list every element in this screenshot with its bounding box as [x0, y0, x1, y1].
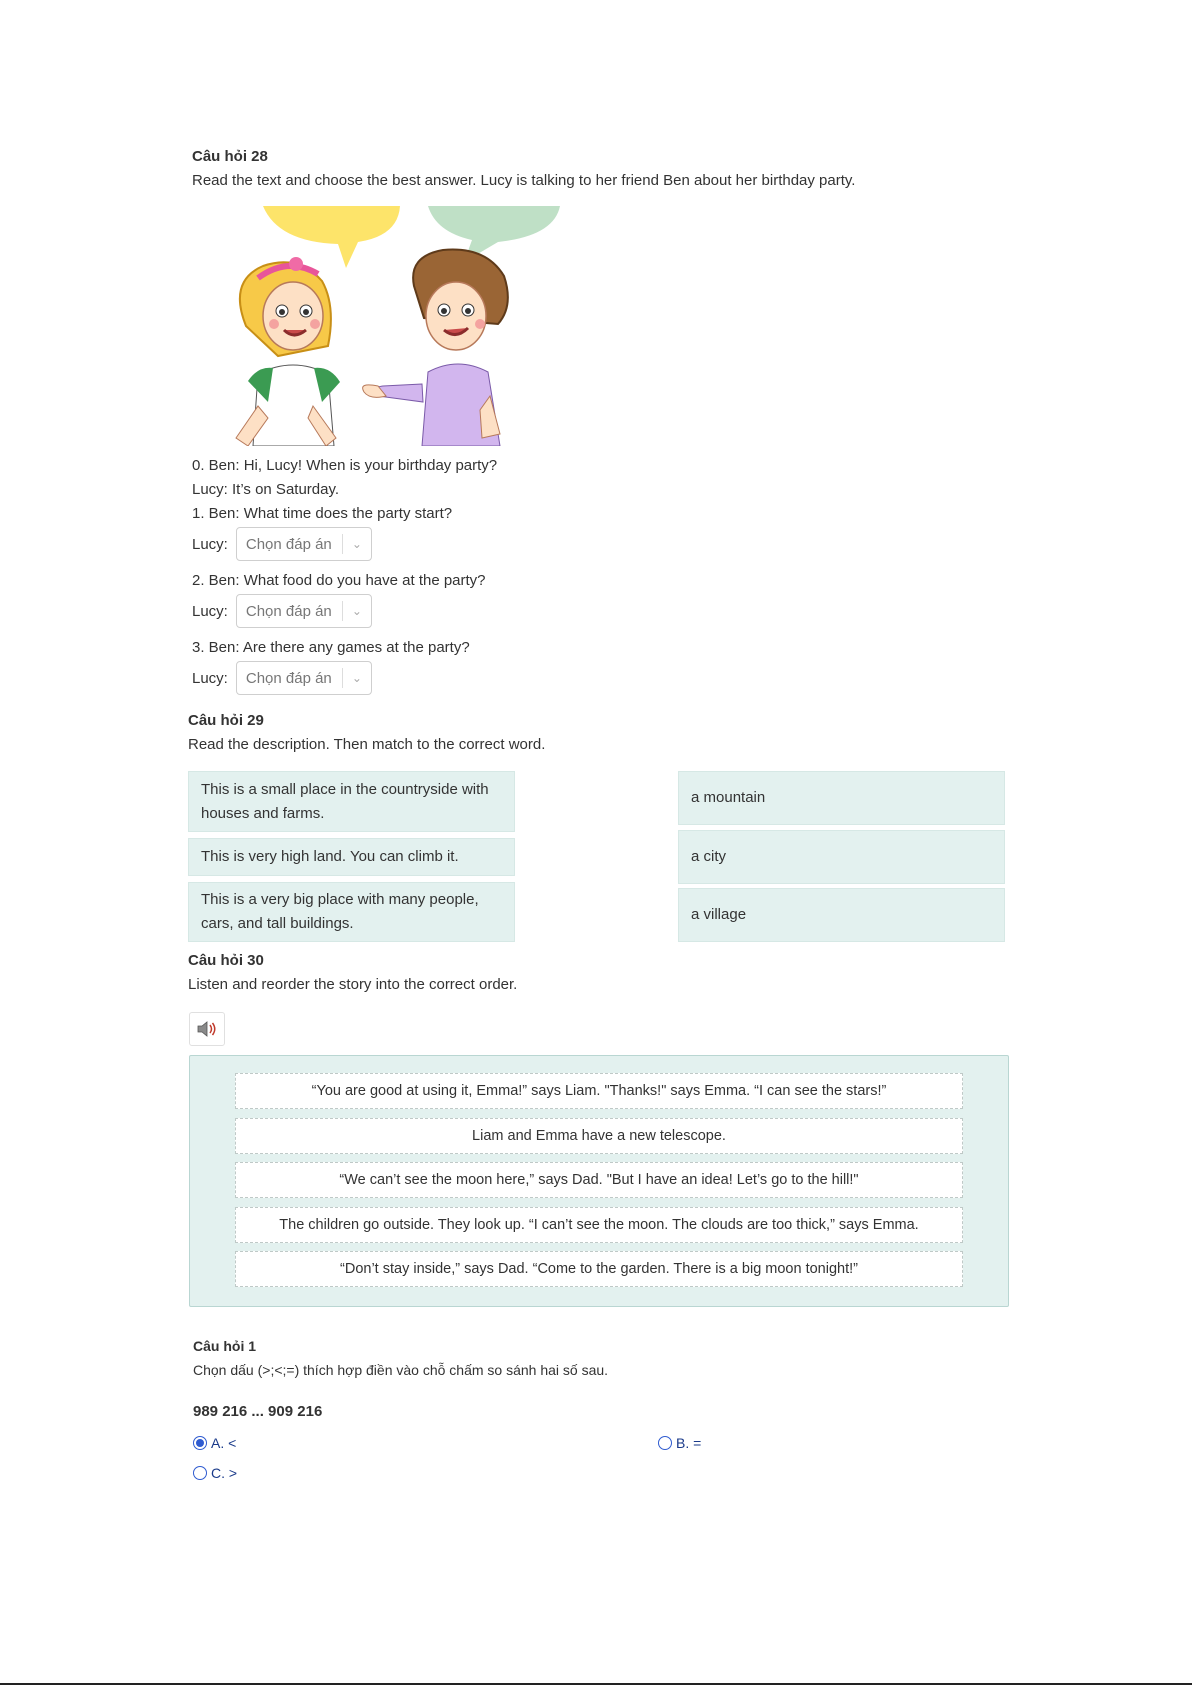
dropdown-placeholder: Chọn đáp án [245, 535, 332, 553]
match-word-3[interactable]: a village [678, 888, 1005, 942]
radio-checked-icon[interactable] [193, 1436, 207, 1450]
match-description-3[interactable]: This is a very big place with many people, cars, and tall buildings. [188, 882, 515, 942]
q1-instruction: Chọn dấu (>;<;=) thích hợp điền vào chỗ chấm so sánh hai số sau. [193, 1362, 609, 1378]
option-b[interactable] [658, 1435, 701, 1451]
boy-figure [363, 250, 508, 446]
match-word-1[interactable]: a mountain [678, 771, 1005, 825]
q28-example-answer: Lucy: It’s on Saturday. [192, 481, 340, 498]
q28-answer-row-2 [192, 594, 372, 628]
radio-icon[interactable] [193, 1466, 207, 1480]
answer-dropdown-1[interactable] [236, 527, 372, 561]
q29-instruction: Read the description. Then match to the correct word. [188, 736, 546, 753]
q30-instruction: Listen and reorder the story into the correct order. [188, 976, 518, 993]
chevron-down-icon[interactable]: ⌄ [351, 604, 362, 618]
reorder-item-3[interactable]: “We can’t see the moon here,” says Dad. "But I have an idea! Let’s go to the hill!" [235, 1162, 963, 1198]
chevron-down-icon[interactable]: ⌄ [351, 537, 362, 551]
option-b-label: B. = [676, 1435, 702, 1451]
reorder-item-2[interactable]: Liam and Emma have a new telescope. [235, 1118, 963, 1154]
answer-dropdown-3[interactable] [236, 661, 372, 695]
dropdown-placeholder: Chọn đáp án [245, 602, 332, 620]
q28-question-1: 1. Ben: What time does the party start? [192, 505, 453, 522]
reorder-item-4[interactable]: The children go outside. They look up. “I can’t see the moon. The clouds are too thick,” says Emma. [235, 1207, 963, 1243]
lucy-ben-illustration [218, 206, 568, 446]
match-description-2[interactable]: This is very high land. You can climb it. [188, 838, 515, 876]
radio-icon[interactable] [658, 1436, 672, 1450]
q28-example-question: 0. Ben: Hi, Lucy! When is your birthday party? [192, 457, 498, 474]
speaker-icon [196, 1019, 218, 1039]
audio-play-button[interactable] [189, 1012, 225, 1046]
q28-question-2: 2. Ben: What food do you have at the party? [192, 572, 486, 589]
reorder-item-1[interactable]: “You are good at using it, Emma!” says Liam. "Thanks!" says Emma. “I can see the stars!” [235, 1073, 963, 1109]
option-a[interactable] [193, 1435, 236, 1451]
q1-expression: 989 216 ... 909 216 [193, 1403, 323, 1420]
q29-title: Câu hỏi 29 [188, 712, 264, 729]
q28-instruction: Read the text and choose the best answer. Lucy is talking to her friend Ben about her birthday party. [192, 172, 856, 189]
speaker-label: Lucy: [192, 535, 228, 553]
q30-title: Câu hỏi 30 [188, 952, 264, 969]
q28-title: Câu hỏi 28 [192, 148, 268, 165]
option-a-label: A. < [211, 1435, 237, 1451]
option-c-label: C. > [211, 1465, 238, 1481]
girl-figure [236, 257, 340, 446]
q28-question-3: 3. Ben: Are there any games at the party? [192, 639, 470, 656]
match-word-2[interactable]: a city [678, 830, 1005, 884]
option-c[interactable] [193, 1465, 237, 1481]
q28-answer-row-3 [192, 661, 372, 695]
speaker-label: Lucy: [192, 669, 228, 687]
answer-dropdown-2[interactable] [236, 594, 372, 628]
chevron-down-icon[interactable]: ⌄ [351, 671, 362, 685]
speaker-label: Lucy: [192, 602, 228, 620]
dropdown-placeholder: Chọn đáp án [245, 669, 332, 687]
match-description-1[interactable]: This is a small place in the countryside with houses and farms. [188, 771, 515, 832]
reorder-item-5[interactable]: “Don’t stay inside,” says Dad. “Come to the garden. There is a big moon tonight!” [235, 1251, 963, 1287]
q28-answer-row-1 [192, 527, 372, 561]
reorder-panel [189, 1055, 1009, 1307]
q1-title: Câu hỏi 1 [193, 1338, 257, 1354]
